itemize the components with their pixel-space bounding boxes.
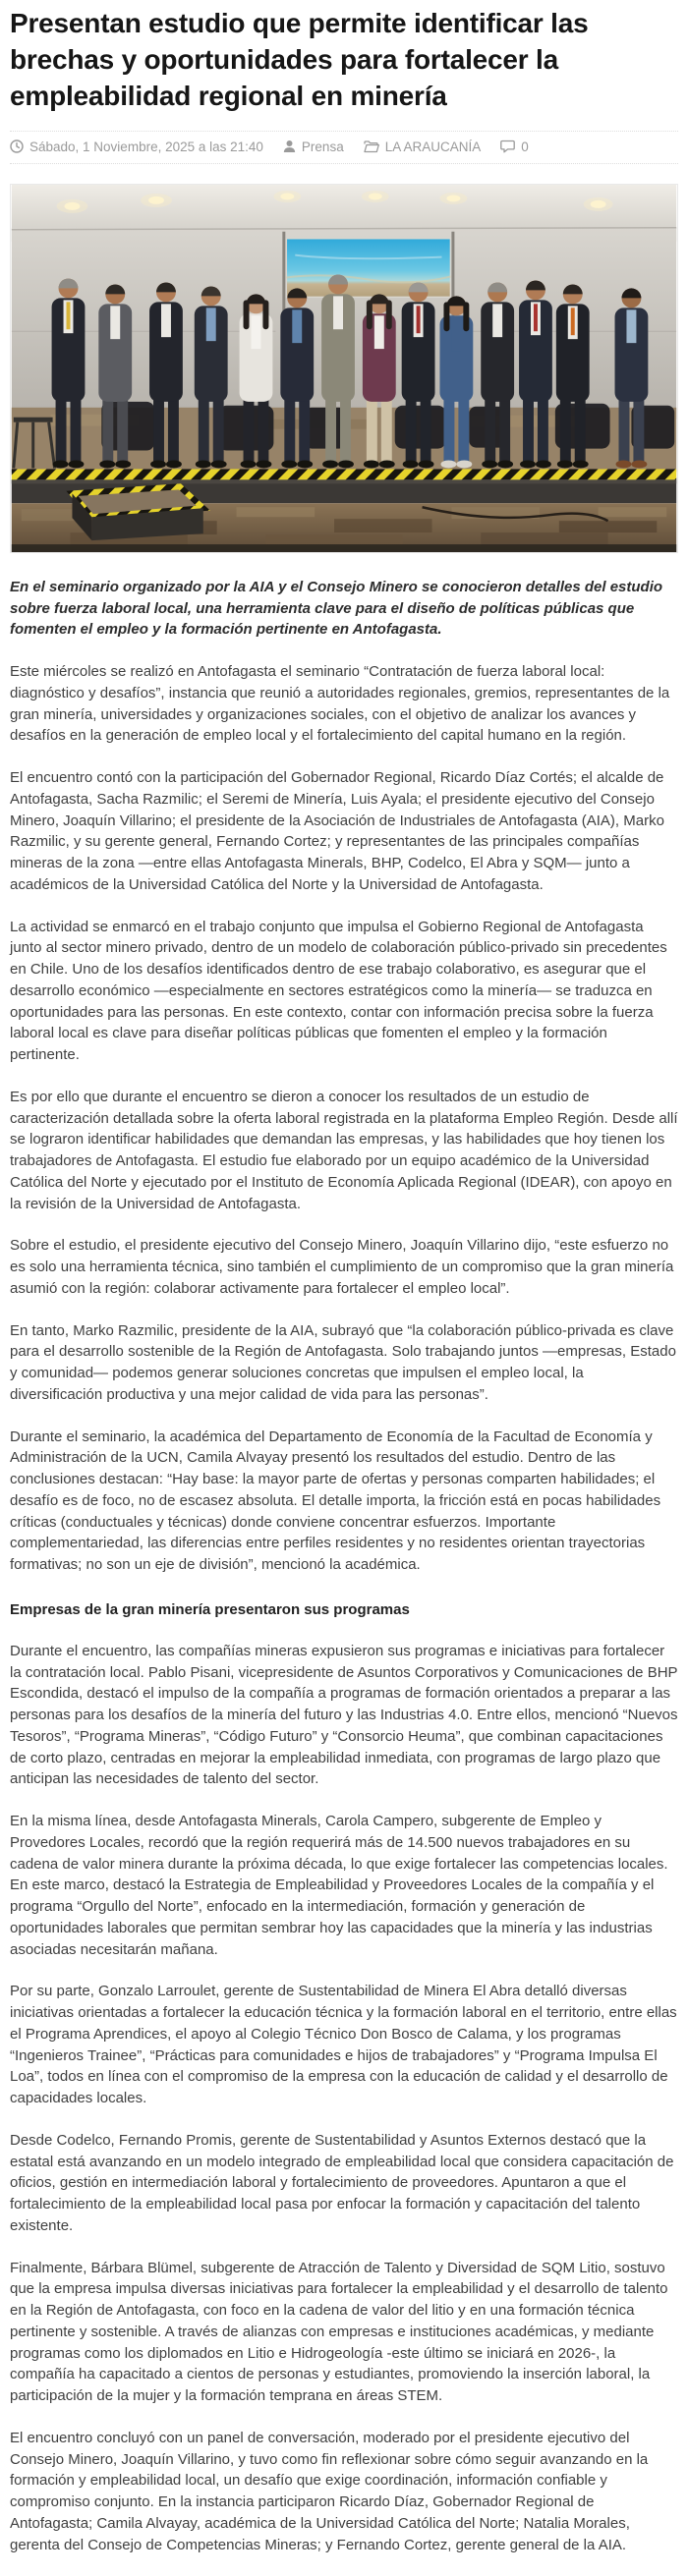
article-paragraph: Es por ello que durante el encuentro se dieron a conocer los resultados de un estudio de caracterización detallada sobre la oferta laboral registrada en la plataforma Empleo Región. Desde allí se lograron identificar habilidades que demandan las empresas, y las habilidades que hoy tienen los trabajadores de Antofagasta. El estudio fue elaborado por un equipo académico de la Universidad Católica del Norte y ejecutado por el Instituto de Economía Aplicada Regional (IDEAR), con apoyo en la revisión de la Universidad de Antofagasta. — [10, 1088, 678, 1212]
article-paragraph: Por su parte, Gonzalo Larroulet, gerente de Sustentabilidad de Minera El Abra detalló diversas iniciativas orientadas a fortalecer la educación técnica y la formación laboral en el territorio, entre ellas el Programa Aprendices, el apoyo al Colegio Técnico Don Bosco de Calama, y los programas “Ingenieros Trainee”, “Prácticas para comunidades e hijos de trabajadores” y “Programa Impulsa El Loa”, todos en línea con el compromiso de la empresa con la educación de calidad y el desarrollo de capacidades locales. — [10, 1983, 677, 2107]
meta-category[interactable] — [364, 140, 482, 154]
article-meta-bar — [10, 131, 678, 164]
comment-icon — [500, 140, 515, 153]
article-body — [10, 577, 678, 2556]
meta-author-text: Prensa — [301, 139, 344, 154]
section-subheading: Empresas de la gran minería presentaron sus programas — [10, 1600, 410, 1618]
article-paragraph: Desde Codelco, Fernando Promis, gerente de Sustentabilidad y Asuntos Externos destacó que la estatal está avanzando en un modelo integrado de empleabilidad local que considera capacitación de oficios, gestión en intermediación laboral y fortalecimiento de proveedores. Apuntaron a que el fortalecimiento de la empleabilidad local pasa por enfocar la formación y capacitación del talento existente. — [10, 2131, 674, 2234]
article-paragraph: Durante el encuentro, las compañías mineras expusieron sus programas e iniciativas para fortalecer la contratación local. Pablo Pisani, vicepresidente de Asuntos Corporativos y Comunicaciones de BHP Escondida, destacó el impulso de la compañía a programas de formación orientados a preparar a las personas para los desafíos de la minería del futuro y las Industrias 4.0. Entre ellos, mencionó “Nuevos Tesoros”, “Programa Mineras”, “Código Futuro” y “Consorcio Heuma”, que combinan capacitaciones de corto plazo, centradas en mejorar la empleabilidad inmediata, con programas de largo plazo que anticipan las necesidades de talento del sector. — [10, 1642, 678, 1788]
step-platform — [72, 486, 202, 540]
meta-category-text: LA ARAUCANÍA — [384, 139, 482, 154]
article-paragraph: Finalmente, Bárbara Blümel, subgerente de Atracción de Talento y Diversidad de SQM Litio, sostuvo que la empresa impulsa diversas iniciativas para fortalecer la empleabilidad y el desarrollo de talento en la Región de Antofagasta, con foco en la cadena de valor del litio y en una formación técnica pertinente y sostenible. A través de alianzas con empresas e instituciones académicas, y mediante programas como los diplomados en Litio e Hidrogeología -este último se iniciará en 2026-, la compañía ha capacitado a cientos de personas y estudiantes, promoviendo la inserción laboral, la participación de la mujer y la formación temprana en áreas STEM. — [10, 2259, 668, 2405]
hazard-tape-stage-edge — [12, 469, 676, 479]
article-paragraph: El encuentro contó con la participación del Gobernador Regional, Ricardo Díaz Cortés; el alcalde de Antofagasta, Sacha Razmilic; el Seremi de Minería, Luis Ayala; el presidente ejecutivo del Consejo Minero, Joaquín Villarino; el presidente de la Asociación de Industriales de Antofagasta (AIA), Marko Razmilic, y su gerente general, Fernando Cortez; y representantes de las principales compañías mineras de la zona —entre ellas Antofagasta Minerals, BHP, Codelco, El Abra y SQM— junto a académicos de la Universidad Católica del Norte y la Universidad de Antofagasta. — [10, 769, 664, 893]
page-title: Presentan estudio que permite identificar las brechas y oportunidades para fortalecer la empleabilidad regional en minería — [10, 8, 589, 111]
article-paragraph: Este miércoles se realizó en Antofagasta el seminario “Contratación de fuerza laboral local: diagnóstico y desafíos”, instancia que reunió a autoridades regionales, gremios, representantes de la gran minería, universidades y organizaciones sociales, con el objetivo de analizar los avances y desafíos en la generación de empleo local y el fortalecimiento del capital humano en la región. — [10, 663, 670, 745]
article-paragraph: Durante el seminario, la académica del Departamento de Economía de la Facultad de Economía y Administración de la UCN, Camila Alvayay presentó los resultados del estudio. Dentro de las conclusiones destacan: “Hay base: la mayor parte de ofertas y personas comparten habilidades; el desafío es de foco, no de escasez absoluta. El detalle importa, la fricción está en pocas habilidades críticas (conductuales y técnicas) donde conviene concentrar esfuerzos. Importante complementariedad, las diferencias entre perfiles residentes y no residentes orientan trayectorias formativas; no son un eje de división”, mencionó la académica. — [10, 1428, 661, 1574]
clock-icon — [10, 140, 24, 153]
article-paragraph: Sobre el estudio, el presidente ejecutivo del Consejo Minero, Joaquín Villarino dijo, “este esfuerzo no es solo una herramienta técnica, sino también el cumplimiento de un compromiso que la gran minería asumió con la región: colaborar activamente para fortalecer el empleo local”. — [10, 1237, 674, 1297]
folder-icon — [364, 140, 379, 153]
article-lede: En el seminario organizado por la AIA y el Consejo Minero se conocieron detalles del estudio sobre fuerza laboral local, una herramienta clave para el diseño de políticas públicas que fomenten el empleo y la formación pertinente en Antofagasta. — [10, 578, 663, 639]
meta-comments[interactable] — [500, 140, 529, 154]
article-photo — [10, 184, 678, 553]
article-paragraph: La actividad se enmarcó en el trabajo conjunto que impulsa el Gobierno Regional de Antofagasta junto al sector minero privado, dentro de un modelo de colaboración público-privado sin precedentes en Chile. Uno de los desafíos identificados dentro de ese trabajo colaborativo, es asegurar que el desarrollo económico —especialmente en sectores estratégicos como la minería— se traduzca en oportunidades para las personas. En este contexto, contar con información precisa sobre la fuerza laboral local es clave para diseñar políticas públicas que fomenten el empleo y la formación pertinente. — [10, 918, 667, 1064]
user-icon — [283, 140, 296, 153]
meta-date — [10, 140, 263, 154]
article-paragraph: El encuentro concluyó con un panel de conversación, moderado por el presidente ejecutivo del Consejo Minero, Joaquín Villarino, y tuvo como fin reflexionar sobre cómo seguir avanzando en la formación y empleabilidad local, un desafío que exige coordinación, información confiable y compromiso conjunto. En la instancia participaron Ricardo Díaz, Gobernador Regional de Antofagasta; Camila Alvayay, académica de la Universidad Católica del Norte; Natalia Morales, gerenta del Consejo de Competencias Mineras; y Fernando Cortez, gerente general de la AIA. — [10, 2429, 649, 2553]
meta-author[interactable] — [283, 140, 344, 154]
article-paragraph: En la misma línea, desde Antofagasta Minerals, Carola Campero, subgerente de Empleo y Provedores Locales, recordó que la región requerirá más de 14.500 nuevos trabajadores en su cadena de valor minera durante la próxima década, lo que exige fortalecer las competencias locales. En este marco, destacó la Estrategia de Empleabilidad y Proveedores Locales de la compañía y el programa “Orgullo del Norte”, enfocado en la intermediación, formación y generación de oportunidades laborales que permitan sembrar hoy las capacidades que la minería y las industrias asociadas necesitarán mañana. — [10, 1813, 668, 1958]
seminar-group-photo — [10, 184, 678, 553]
article-paragraph: En tanto, Marko Razmilic, presidente de la AIA, subrayó que “la colaboración público-privada es clave para el desarrollo sostenible de la Región de Antofagasta. Solo trabajando juntos —empresas, Estado y comunidad— podemos generar soluciones concretas que impulsen el empleo local, la diversificación productiva y una mejor calidad de vida para las personas”. — [10, 1321, 676, 1403]
meta-comments-count: 0 — [521, 139, 529, 154]
meta-date-text: Sábado, 1 Noviembre, 2025 a las 21:40 — [29, 139, 263, 154]
